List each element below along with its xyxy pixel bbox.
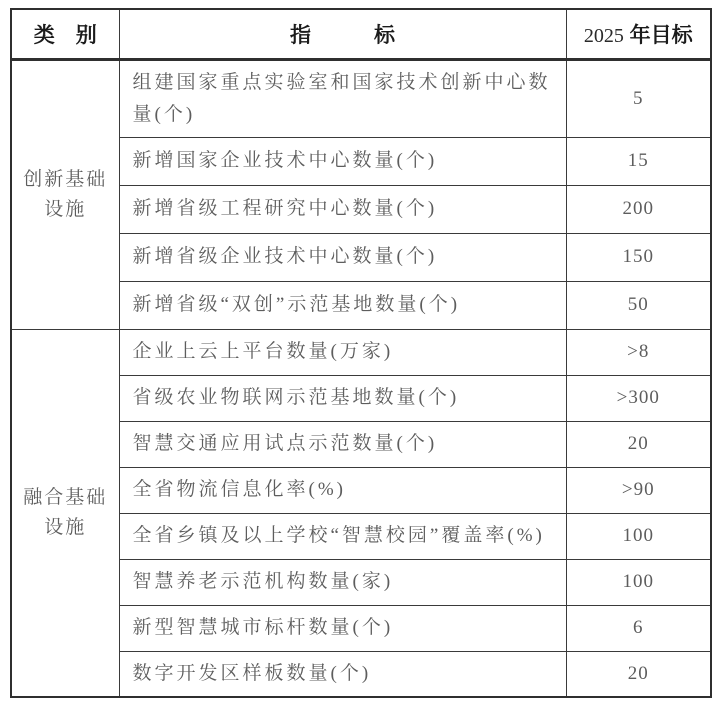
targets-table [10, 8, 712, 698]
category-column-header: 类 别 [11, 9, 119, 59]
indicator-cell: 企业上云上平台数量(万家) [119, 329, 566, 375]
table-row [11, 329, 711, 375]
category-label-line2: 设施 [44, 198, 87, 220]
category-label-line1: 创新基础 [23, 168, 108, 190]
table-header-row [11, 9, 711, 59]
indicator-cell: 智慧交通应用试点示范数量(个) [119, 421, 566, 467]
indicator-cell: 新增省级企业技术中心数量(个) [119, 233, 566, 281]
value-cell: 50 [566, 281, 711, 329]
value-cell: >8 [566, 329, 711, 375]
indicator-cell: 新增省级工程研究中心数量(个) [119, 185, 566, 233]
value-cell: 100 [566, 559, 711, 605]
value-cell: 200 [566, 185, 711, 233]
value-cell: >300 [566, 375, 711, 421]
value-cell: 15 [566, 137, 711, 185]
target-suffix-text: 年目标 [623, 23, 693, 47]
value-cell: 100 [566, 513, 711, 559]
value-cell: 5 [566, 59, 711, 137]
indicator-column-header: 指 标 [119, 9, 566, 59]
value-cell: 20 [566, 421, 711, 467]
indicator-cell: 全省物流信息化率(%) [119, 467, 566, 513]
value-cell: >90 [566, 467, 711, 513]
indicator-cell: 新增国家企业技术中心数量(个) [119, 137, 566, 185]
indicator-cell: 全省乡镇及以上学校“智慧校园”覆盖率(%) [119, 513, 566, 559]
target-year-text: 2025 [583, 24, 624, 47]
category-cell-integration [11, 329, 119, 697]
value-cell: 6 [566, 605, 711, 651]
indicator-cell: 省级农业物联网示范基地数量(个) [119, 375, 566, 421]
target-column-header [566, 9, 711, 59]
indicator-cell: 数字开发区样板数量(个) [119, 651, 566, 697]
indicator-cell: 新增省级“双创”示范基地数量(个) [119, 281, 566, 329]
category-cell-innovation [11, 59, 119, 329]
category-label-line2: 设施 [44, 516, 87, 538]
value-cell: 20 [566, 651, 711, 697]
indicator-cell: 组建国家重点实验室和国家技术创新中心数量(个) [119, 59, 566, 137]
indicator-cell: 新型智慧城市标杆数量(个) [119, 605, 566, 651]
indicator-cell: 智慧养老示范机构数量(家) [119, 559, 566, 605]
table-row [11, 59, 711, 137]
value-cell: 150 [566, 233, 711, 281]
category-label-line1: 融合基础 [23, 486, 108, 508]
